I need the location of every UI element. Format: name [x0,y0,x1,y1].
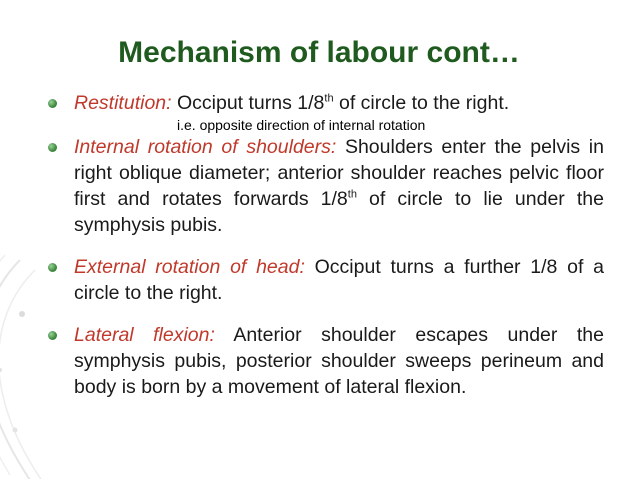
bullet-dot-icon [48,143,57,152]
bullet-text: Anterior shoulder escapes under the symphysis pubis, posterior shoulder sweeps perineum and body is born by a movement of lateral flexion. [74,324,604,398]
overlay-annotation-note: i.e. opposite direction of internal rotation [177,117,426,133]
bullet-internal-rotation-of-shoulders [44,134,604,238]
bullet-restitution [44,90,604,116]
bullet-list [44,90,604,400]
bullet-dot-icon [48,99,57,108]
bullet-term: External rotation of head: [74,256,305,278]
bullet-text: Occiput turns 1/8 [171,92,325,114]
bullet-dot-icon [48,331,57,340]
bullet-term: Restitution: [74,92,172,114]
bullet-dot-icon [48,263,57,272]
bullet-external-rotation-of-head [44,254,604,306]
slide-title: Mechanism of labour cont… [118,36,520,69]
bullet-term: Internal rotation of shoulders: [74,136,337,158]
bullet-term: Lateral flexion: [74,324,215,346]
bullet-text: Shoulders enter the pelvis in right oblique diameter; anterior shoulder reaches pelvic floor first and rotates forwards 1/8 [74,136,604,210]
bullet-text-continued: of circle to the right. [333,92,510,114]
ordinal-superscript: th [347,188,357,201]
bullet-text-continued: of circle to lie under the symphysis pubis. [74,188,604,236]
bullet-text: Occiput turns a further 1/8 of a circle to the right. [74,256,604,304]
bullet-lateral-flexion [44,322,604,400]
ordinal-superscript: th [324,92,334,105]
